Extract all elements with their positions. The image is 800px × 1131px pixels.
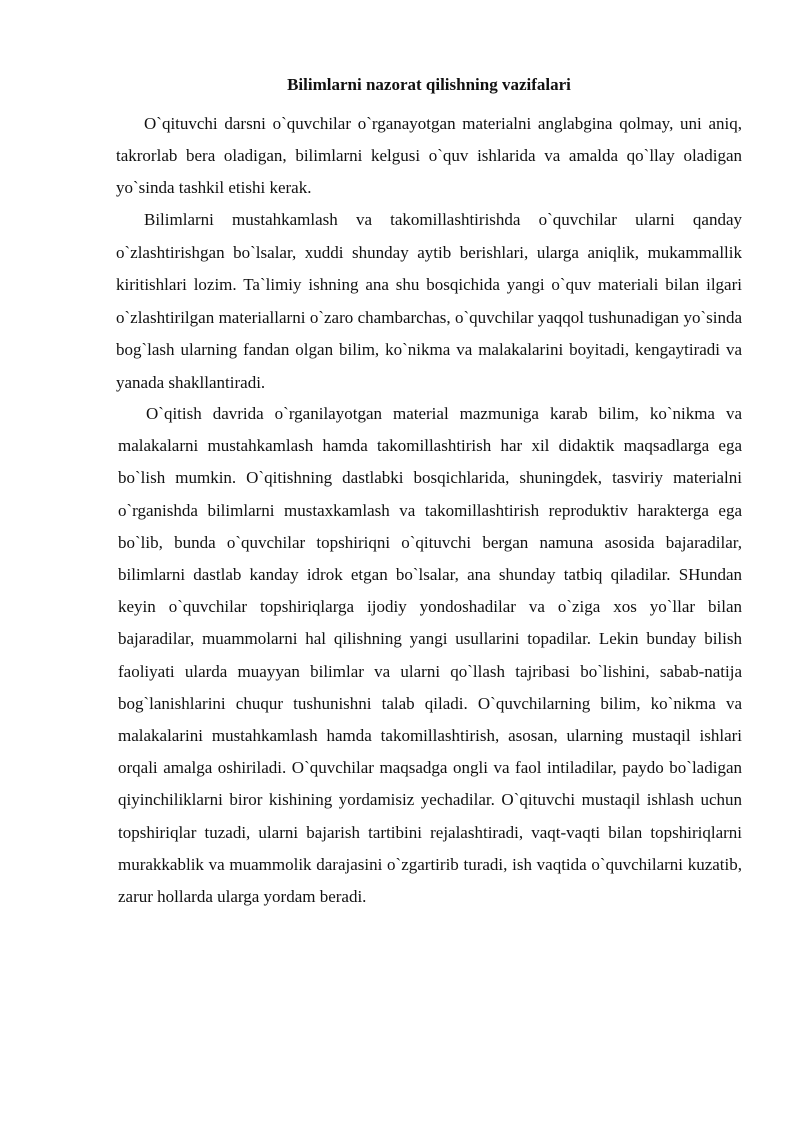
document-title: Bilimlarni nazorat qilishning vazifalari xyxy=(287,75,571,94)
paragraph-2: Bilimlarni mustahkamlash va takomillashtirishda o`quvchilar ularni qanday o`zlashtirishgan bo`lsalar, xuddi shunday aytib berishlari, ularga aniqlik, mukammallik kiritishlari lozim. Ta`limiy ishning ana shu bosqichida yangi o`quv materiali bilan ilgari o`zlashtirilgan materiallarni o`zaro chambarchas, o`quvchilar yaqqol tushunadigan yo`sinda bog`lash ularning fandan olgan bilim, ko`nikma va malakalarini boyitadi, kengaytiradi va yanada shakllantiradi. xyxy=(116,210,742,392)
paragraph-1: O`qituvchi darsni o`quvchilar o`rganayotgan materialni anglabgina qolmay, uni aniq, takrorlab bera oladigan, bilimlarni kelgusi o`quv ishlarida va amalda qo`llay oladigan yo`sinda tashkil etishi kerak. xyxy=(116,114,742,197)
paragraph-3: O`qitish davrida o`rganilayotgan material mazmuniga karab bilim, ko`nikma va malakalarni mustahkamlash hamda takomillashtirish har xil didaktik maqsadlarga ega bo`lish mumkin. O`qitishning dastlabki bosqichlarida, shuningdek, tasviriy materialni o`rganishda bilimlarni mustaxkamlash va takomillashtirish reproduktiv harakterga ega bo`lib, bunda o`quvchilar topshiriqni o`qituvchi bergan namuna asosida bajaradilar, bilimlarni dastlab kanday idrok etgan bo`lsalar, ana shunday tatbiq qiladilar. SHundan keyin o`quvchilar topshiriqlarga ijodiy yondoshadilar va o`ziga xos yo`llar bilan bajaradilar, muammolarni hal qilishning yangi usullarini topadilar. Lekin bunday bilish faoliyati ularda muayyan bilimlar va ularni qo`llash tajribasi bo`lishini, sabab-natija bog`lanishlarini chuqur tushunishni talab qiladi. O`quvchilarning bilim, ko`nikma va malakalarini mustahkamlash hamda takomillashtirish, asosan, ularning mustaqil ishlari orqali amalga oshiriladi. O`quvchilar maqsadga ongli va faol intiladilar, paydo bo`ladigan qiyinchiliklarni biror kishining yordamisiz yechadilar. O`qituvchi mustaqil ishlash uchun topshiriqlar tuzadi, ularni bajarish tartibini rejalashtiradi, vaqt-vaqti bilan topshiriqlarni murakkablik va muammolik darajasini o`zgartirib turadi, ish vaqtida o`quvchilarni kuzatib, zarur hollarda ularga yordam beradi. xyxy=(118,404,742,907)
